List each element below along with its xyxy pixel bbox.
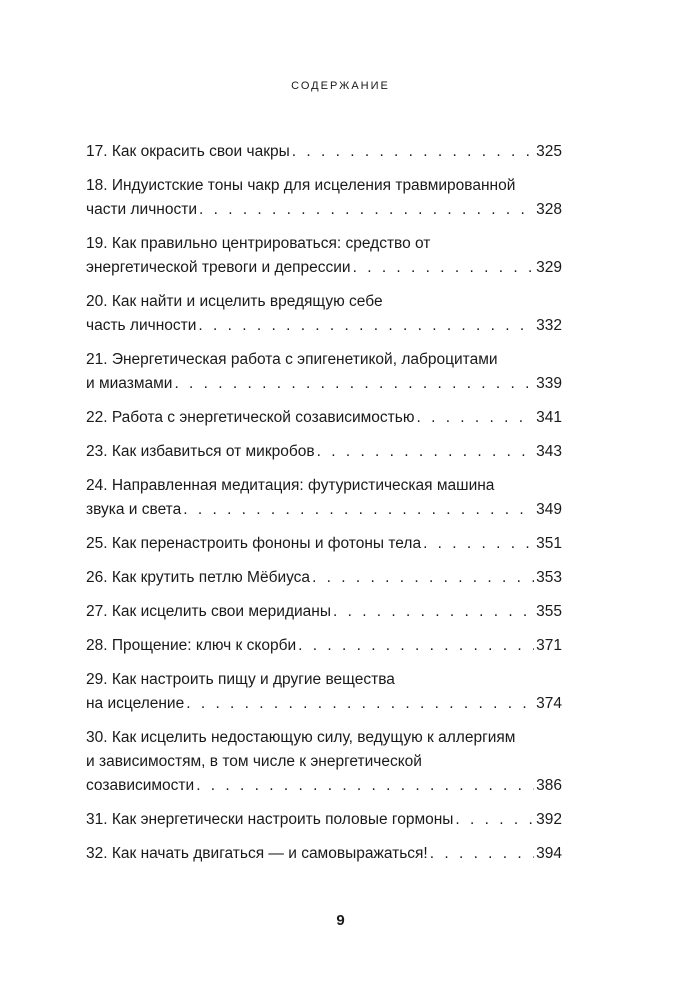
toc-entry-page: 329	[536, 259, 562, 276]
toc-entry-page: 371	[536, 637, 562, 654]
toc-entry-title: 17. Как окрасить свои чакры	[86, 143, 290, 160]
dot-leader	[416, 406, 534, 430]
dot-leader	[292, 140, 534, 164]
toc-entry	[86, 174, 562, 222]
toc-entry-title: энергетической тревоги и депрессии	[86, 259, 351, 276]
dot-leader	[183, 498, 534, 522]
toc-entry-title: 29. Как настроить пищу и другие вещества	[86, 671, 395, 688]
toc-entry-page: 351	[536, 535, 562, 552]
dot-leader	[423, 532, 534, 556]
dot-leader	[196, 774, 534, 798]
toc-entry-title: 32. Как начать двигаться — и самовыражаться!	[86, 845, 428, 862]
toc-entry	[86, 474, 562, 522]
toc-entry-page: 325	[536, 143, 562, 160]
toc-entry-title: 19. Как правильно центрироваться: средство от	[86, 235, 431, 252]
dot-leader	[430, 842, 534, 866]
toc-entry-title: 23. Как избавиться от микробов	[86, 443, 315, 460]
toc-entry-title: звука и света	[86, 501, 182, 518]
toc-entry-page: 355	[536, 603, 562, 620]
toc-entry-page: 349	[536, 501, 562, 518]
toc-entry-title: 28. Прощение: ключ к скорби	[86, 637, 297, 654]
toc-entry	[86, 566, 562, 590]
toc-entry-title: созависимости	[86, 777, 195, 794]
toc-entry-title: 24. Направленная медитация: футуристическая машина	[86, 477, 495, 494]
toc-entry	[86, 600, 562, 624]
toc-entry	[86, 726, 562, 798]
toc-entry	[86, 440, 562, 464]
toc-entry-title: 18. Индуистские тоны чакр для исцеления травмированной	[86, 177, 516, 194]
dot-leader	[198, 314, 534, 338]
toc-entry-title: 26. Как крутить петлю Мёбиуса	[86, 569, 311, 586]
toc-entry-title: 27. Как исцелить свои меридианы	[86, 603, 331, 620]
toc-entry-title: 20. Как найти и исцелить вредящую себе	[86, 293, 383, 310]
toc-entry-title: и миазмами	[86, 375, 173, 392]
dot-leader	[455, 808, 534, 832]
toc-entry	[86, 668, 562, 716]
toc-entry-page: 394	[536, 845, 562, 862]
toc-entry	[86, 532, 562, 556]
toc-entry	[86, 842, 562, 866]
toc-entry-page: 339	[536, 375, 562, 392]
dot-leader	[333, 600, 534, 624]
table-of-contents	[86, 140, 562, 866]
toc-entry-title: части личности	[86, 201, 197, 218]
toc-entry	[86, 634, 562, 658]
toc-entry-title: 22. Работа с энергетической созависимостью	[86, 409, 415, 426]
toc-entry-title: 31. Как энергетически настроить половые гормоны	[86, 811, 454, 828]
dot-leader	[312, 566, 534, 590]
toc-entry	[86, 140, 562, 164]
toc-entry-page: 353	[536, 569, 562, 586]
page-number: 9	[336, 912, 345, 929]
toc-entry-page: 386	[536, 777, 562, 794]
dot-leader	[186, 692, 534, 716]
toc-entry	[86, 808, 562, 832]
toc-entry-page: 328	[536, 201, 562, 218]
toc-entry	[86, 290, 562, 338]
toc-entry-page: 343	[536, 443, 562, 460]
toc-heading: СОДЕРЖАНИЕ	[291, 80, 390, 92]
toc-entry-title: часть личности	[86, 317, 197, 334]
toc-entry-title: и зависимостям, в том числе к энергетической	[86, 753, 422, 770]
toc-entry-page: 374	[536, 695, 562, 712]
dot-leader	[199, 198, 534, 222]
toc-entry	[86, 348, 562, 396]
toc-entry-page: 341	[536, 409, 562, 426]
toc-entry	[86, 232, 562, 280]
toc-entry-title: 25. Как перенастроить фононы и фотоны тела	[86, 535, 422, 552]
dot-leader	[298, 634, 534, 658]
toc-entry-title: на исцеление	[86, 695, 185, 712]
dot-leader	[317, 440, 535, 464]
toc-entry-title: 21. Энергетическая работа с эпигенетикой, лаброцитами	[86, 351, 498, 368]
toc-entry-title: 30. Как исцелить недостающую силу, ведущую к аллергиям	[86, 729, 516, 746]
toc-entry-page: 392	[536, 811, 562, 828]
dot-leader	[353, 256, 535, 280]
dot-leader	[174, 372, 534, 396]
toc-entry	[86, 406, 562, 430]
toc-entry-page: 332	[536, 317, 562, 334]
